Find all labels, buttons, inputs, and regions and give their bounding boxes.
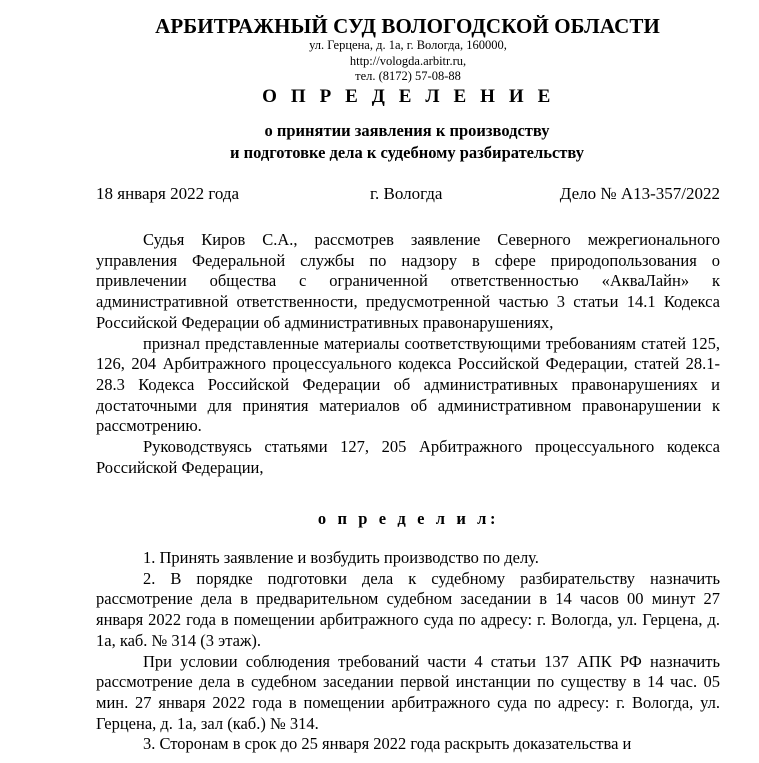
decision-item-2-continued: При условии соблюдения требований части 4 статьи 137 АПК РФ назначить рассмотрение дела в судебном заседании первой инстанции по существу в 14 час. 05 мин. 27 января 2022 года в помещении арбитражного суда по адресу: г. Вологда, ул. Герцена, д. 1а, зал (каб.) № 314. — [96, 651, 720, 733]
document-subtitle-line2: и подготовке дела к судебному разбирательству — [229, 143, 585, 162]
document-subtitle-line1: о принятии заявления к производству — [264, 121, 550, 140]
court-phone: тел. (8172) 57-08-88 — [355, 69, 461, 83]
case-number: Дело № А13-357/2022 — [559, 184, 720, 203]
document-body — [96, 230, 720, 478]
paragraph-materials: признал представленные материалы соответствующими требованиям статей 125, 126, 204 Арбитражного процессуального кодекса Российской Федерации, статей 28.1-28.3 Кодекса Российской Федерации об административных правонарушениях и достаточными для принятия материалов об административном правонарушении к рассмотрению. — [96, 333, 720, 436]
decision-item-3: 3. Сторонам в срок до 25 января 2022 года раскрыть доказательства и — [143, 734, 632, 754]
court-name: АРБИТРАЖНЫЙ СУД ВОЛОГОДСКОЙ ОБЛАСТИ — [155, 14, 660, 38]
decision-item-1: 1. Принять заявление и возбудить производство по делу. — [143, 548, 539, 567]
decision-items — [96, 548, 720, 755]
date-line — [96, 184, 720, 206]
court-address: ул. Герцена, д. 1а, г. Вологда, 160000, — [309, 38, 507, 52]
document-title: О П Р Е Д Е Л Е Н И Е — [262, 86, 555, 107]
document-city: г. Вологда — [370, 184, 443, 203]
document-date: 18 января 2022 года — [96, 184, 240, 203]
paragraph-judge: Судья Киров С.А., рассмотрев заявление Северного межрегионального управления Федеральной службы по надзору в сфере природопользования о привлечении общества с ограниченной ответственностью «АкваЛайн» к административной ответственности, предусмотренной частью 3 статьи 14.1 Кодекса Российской Федерации об административных правонарушениях, — [96, 230, 720, 332]
decision-item-2: 2. В порядке подготовки дела к судебному разбирательству назначить рассмотрение дела в предварительном судебном заседании в 14 часов 00 минут 27 января 2022 года в помещении арбитражного суда по адресу: г. Вологда, ул. Герцена, д. 1а, каб. № 314 (3 этаж). — [96, 568, 720, 650]
court-website: http://vologda.arbitr.ru, — [349, 53, 467, 68]
paragraph-guided: Руководствуясь статьями 127, 205 Арбитражного процессуального кодекса Российской Федерации, — [96, 437, 720, 477]
decided-heading: о п р е д е л и л: — [317, 509, 500, 528]
